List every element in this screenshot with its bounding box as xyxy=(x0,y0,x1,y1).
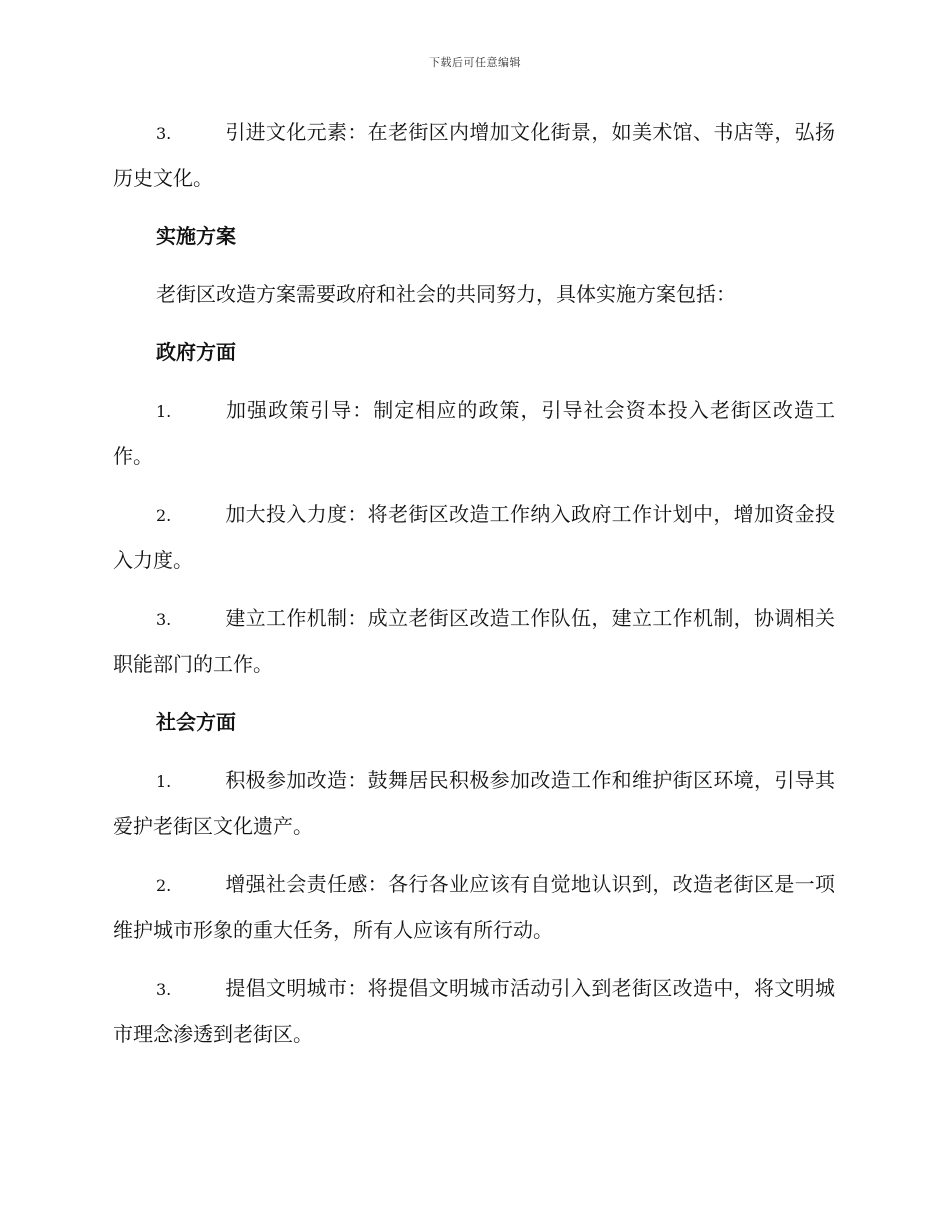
list-number: 3. xyxy=(156,124,172,143)
list-number: 2. xyxy=(156,876,172,895)
list-item-text: 加强政策引导：制定相应的政策，引导社会资本投入老街区改造工作。 xyxy=(113,398,835,468)
list-item-text: 积极参加改造：鼓舞居民积极参加改造工作和维护街区环境，引导其爱护老街区文化遗产。 xyxy=(113,768,835,838)
list-item-text: 引进文化元素：在老街区内增加文化街景，如美术馆、书店等，弘扬历史文化。 xyxy=(113,120,835,190)
list-item-policy-guidance xyxy=(113,388,835,478)
page-header-note: 下载后可任意编辑 xyxy=(429,56,521,69)
section-heading-society: 社会方面 xyxy=(156,710,236,734)
section-heading-government: 政府方面 xyxy=(156,340,236,364)
list-item-civilized-city xyxy=(113,966,835,1056)
list-item-participation xyxy=(113,758,835,848)
list-number: 1. xyxy=(156,402,172,421)
list-item-text: 建立工作机制：成立老街区改造工作队伍，建立工作机制，协调相关职能部门的工作。 xyxy=(113,606,835,676)
list-item-responsibility xyxy=(113,862,835,952)
list-item-text: 增强社会责任感：各行各业应该有自觉地认识到，改造老街区是一项维护城市形象的重大任务，所有人应该有所行动。 xyxy=(113,872,835,942)
list-item-text: 提倡文明城市：将提倡文明城市活动引入到老街区改造中，将文明城市理念渗透到老街区。 xyxy=(113,976,835,1046)
list-number: 1. xyxy=(156,772,172,791)
list-item-cultural-elements xyxy=(113,110,835,200)
intro-paragraph: 老街区改造方案需要政府和社会的共同努力，具体实施方案包括： xyxy=(156,282,736,306)
list-number: 3. xyxy=(156,980,172,999)
list-item-investment xyxy=(113,492,835,582)
list-item-work-mechanism xyxy=(113,596,835,686)
list-number: 3. xyxy=(156,610,172,629)
list-item-text: 加大投入力度：将老街区改造工作纳入政府工作计划中，增加资金投入力度。 xyxy=(113,502,835,572)
section-heading-implementation: 实施方案 xyxy=(156,224,236,248)
list-number: 2. xyxy=(156,506,172,525)
document-body xyxy=(113,110,835,1070)
